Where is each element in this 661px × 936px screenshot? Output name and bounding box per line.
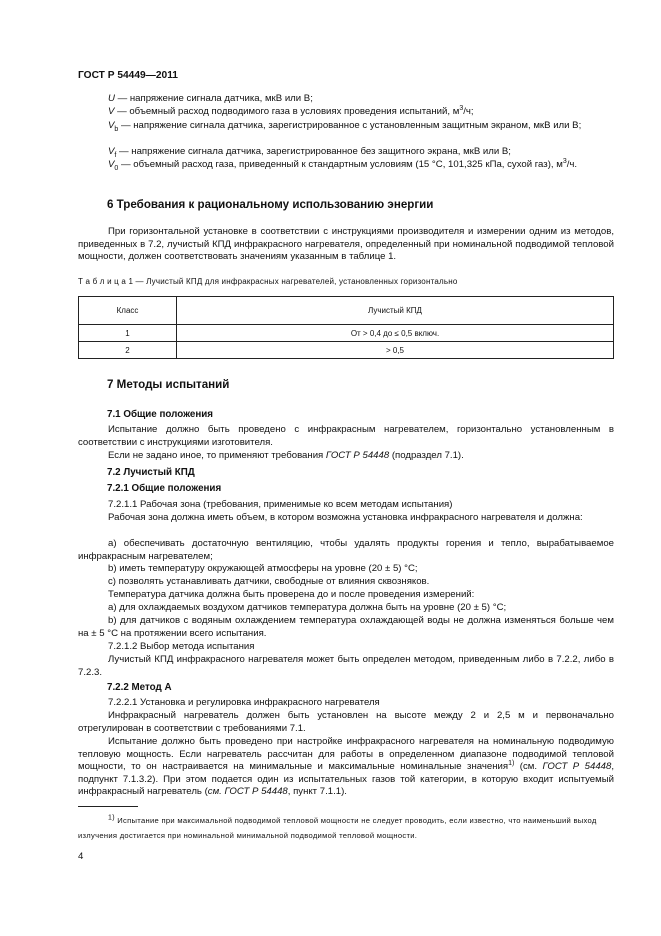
paragraph-7-2-1-1-b: Рабочая зона должна иметь объем, в котором возможна установка инфракрасного нагревателя и должна: [108,512,583,523]
temp-item-a: a) для охлаждаемых воздухом датчиков температура должна быть на уровне (20 ± 5) °С; [108,602,507,613]
table-cell-class: 1 [79,325,177,342]
section-6-title: 6 Требования к рациональному использованию энергии [107,198,434,211]
paragraph-7-2-2-1-b: Инфракрасный нагреватель должен быть установлен на высоте между 2 и 2,5 м и первоначально отрегулирован в соответствии с требованиями 7.1. [78,710,614,734]
table-row [79,342,614,359]
paragraph-7-1-b: Если не задано иное, то применяют требования ГОСТ Р 54448 (подраздел 7.1). [108,450,464,461]
document-header: ГОСТ Р 54449—2011 [78,70,178,81]
list-item-a: a) обеспечивать достаточную вентиляцию, чтобы удалять продукты горения и тепло, вырабатываемое инфракрасным нагревателем; [78,538,614,562]
footnote: $^{1)}$ Испытание при максимальной подводимой тепловой мощности не следует проводить, если известно, что наименьший выход излучения достигается при номинальной минимальной подводимой тепловой мощности. [78,814,597,840]
table-cell-efficiency: От > 0,4 до ≤ 0,5 включ. [177,325,614,342]
efficiency-table [78,296,614,359]
paragraph-temperature: Температура датчика должна быть проверена до и после проведения измерений: [108,589,475,600]
footnote-divider [78,806,138,807]
paragraph-test-conditions: Испытание должно быть проведено при настройке инфракрасного нагревателя на номинальную подводимую тепловую мощность. Если нагреватель рассчитан для работы в определенном диапазоне подводимой тепловой мощности, то он настраивается на минимальные и максимальные номинальные значения$^{1)}$ (см. ГОСТ Р 54448, подпункт 7.1.3.2). При этом подается один из испытательных газов той категории, в которую входит испытуемый инфракрасный нагреватель (см. ГОСТ Р 54448, пункт 7.1.1). [78,736,614,797]
def-vf: $V_f$ — напряжение сигнала датчика, зарегистрированное без защитного экрана, мкВ или В; [108,146,511,159]
section-6-paragraph: При горизонтальной установке в соответствии с инструкциями производителя и измерении одним из методов, приведенных в 7.2, лучистый КПД инфракрасного нагревателя, определенный при номинальной подводимой тепловой мощности, должен соответствовать значениям указанным в таблице 1. [78,226,614,262]
paragraph-7-2-1-2: 7.2.1.2 Выбор метода испытания [108,641,255,652]
paragraph-7-1-a: Испытание должно быть проведено с инфракрасным нагревателем, горизонтально установленным в соответствии с инструкциями изготовителя. [78,424,614,448]
paragraph-7-2-2-1: 7.2.2.1 Установка и регулировка инфракрасного нагревателя [108,697,380,708]
paragraph-7-2-1-1: 7.2.1.1 Рабочая зона (требования, применимые ко всем методам испытания) [108,499,453,510]
list-item-c: c) позволять устанавливать датчики, свободные от влияния сквозняков. [108,576,430,587]
temp-item-b: b) для датчиков с водяным охлаждением температура охлаждающей воды не должна изменяться больше чем на ± 5 °С на протяжении всего испытания. [78,615,614,639]
subsection-7-1-title: 7.1 Общие положения [107,409,214,420]
def-v: V — объемный расход подводимого газа в условиях проведения испытаний, $м^3/ч$; [108,104,474,117]
table-cell-efficiency: > 0,5 [177,342,614,359]
def-vb: $V_b$ — напряжение сигнала датчика, зарегистрированное с установленным защитным экраном, мкВ или В; [108,120,582,133]
table-header-efficiency: Лучистый КПД [177,297,614,325]
paragraph-7-2-1-2-b: Лучистый КПД инфракрасного нагревателя может быть определен методом, приведенным либо в 7.2.2, либо в 7.2.3. [78,654,614,678]
def-u: U — напряжение сигнала датчика, мкВ или В; [108,93,313,104]
list-item-b: b) иметь температуру окружающей атмосферы на уровне (20 ± 5) °С; [108,563,418,574]
table-cell-class: 2 [79,342,177,359]
section-7-title: 7 Методы испытаний [107,378,230,391]
table-row [79,325,614,342]
table-caption: Т а б л и ц а 1 — Лучистый КПД для инфракрасных нагревателей, установленных горизонтально [78,277,458,286]
def-v0: $V_0$ — объемный расход газа, приведенный к стандартным условиям (15 °С, 101,325 кПа, сухой газ), $м^3/ч$. [108,157,578,172]
subsection-7-2-title: 7.2 Лучистый КПД [107,467,195,478]
subsection-7-2-1-title: 7.2.1 Общие положения [107,483,222,494]
subsection-7-2-2-title: 7.2.2 Метод А [107,682,172,693]
table-header-class: Класс [79,297,177,325]
page-number: 4 [78,851,84,862]
